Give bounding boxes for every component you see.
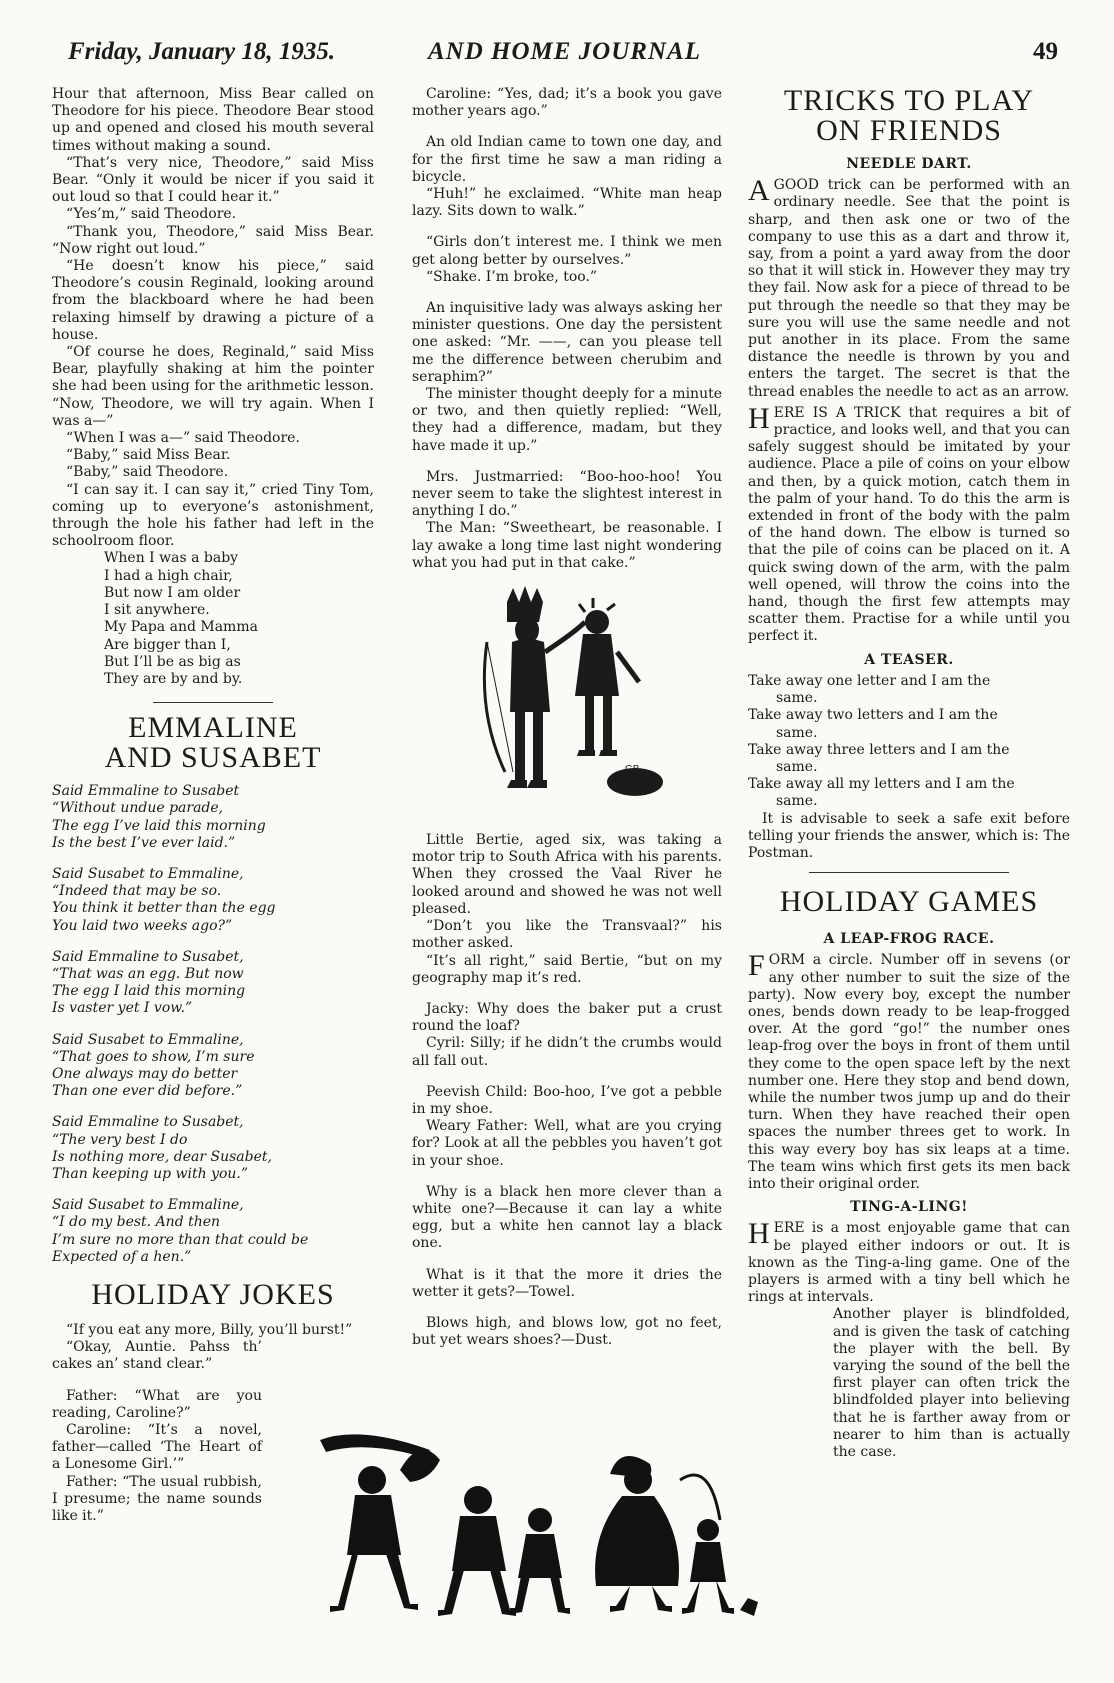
paragraph: Why is a black hen more clever than a white one?—Because it can lay a white egg, but a white hen cannot lay a black one.	[412, 1183, 722, 1252]
paragraph: “I can say it. I can say it,” cried Tiny Tom, coming up to everyone’s astonishment, through the hole his father had left in the schoolroom floor.	[52, 481, 374, 550]
paragraph: Jacky: Why does the baker put a crust round the loaf?	[412, 1000, 722, 1035]
divider	[153, 702, 273, 703]
poem-line: Than keeping up with you.”	[52, 1165, 249, 1182]
needle-dart-text: AGOOD trick can be performed with an ordinary needle. See that the point is sharp, and then ask one or two of the company to use this as a dart and throw it, say, from a point a yard away from the door so that it will stick in. However they may try they fail. Now ask for a piece of thread to be put through the needle so that they may be sure you will use the same needle and not put another in its place. From the same distance the needle is thrown by you and enters the target. The secret is that the thread enables the needle to act as an arrow.	[748, 174, 1070, 400]
tricks-heading: TRICKS TO PLAY ON FRIENDS	[783, 84, 1035, 147]
needle-dart-subheading: NEEDLE DART.	[846, 156, 972, 172]
leap-frog-subheading: A LEAP-FROG RACE.	[823, 931, 995, 948]
stanza	[52, 1114, 374, 1183]
paragraph: Peevish Child: Boo-hoo, I’ve got a pebble in my shoe.	[412, 1083, 722, 1117]
marching-band-illustration	[310, 1420, 760, 1640]
poem-line: “I do my best. And then	[52, 1214, 221, 1231]
paragraph: Hour that afternoon, Miss Bear called on Theodore for his piece. Theodore Bear stood up and opened and closed his mouth several times without making a sound.	[52, 86, 374, 154]
poem-line: Is nothing more, dear Susabet,	[52, 1148, 272, 1165]
column-1	[52, 86, 374, 1525]
paragraph: “Huh!” he exclaimed. “White man heap lazy. Sits down to walk.”	[412, 186, 722, 220]
ting-a-ling-subheading: TING-A-LING!	[850, 1199, 968, 1216]
paragraph: Blows high, and blows low, got no feet, but yet wears shoes?—Dust.	[412, 1314, 722, 1349]
poem-line: But I’ll be as big as	[104, 653, 241, 670]
paragraph: “Thank you, Theodore,” said Miss Bear. “Now right out loud.”	[52, 223, 374, 257]
coin-trick-text: HERE IS A TRICK that requires a bit of practice, and looks well, and that you can safely suggest should be imitated by your audience. Place a pile of coins on your elbow and then, by a quick motion, catch them in the palm of your hand. To do this the arm is extended in front of the body with the palm of the hand down. The elbow is turned so that the pile of coins can be placed on it. A quick swing down of the arm, with the palm well opened, will throw the coins into the hand, though the first few attempts may scatter them. Practise for a while until you perfect it.	[748, 401, 1070, 645]
paragraph: The Man: “Sweetheart, be reasonable. I lay awake a long time last night wondering what you had put in that cake.”	[412, 520, 722, 571]
paragraph: Caroline: “It’s a novel, father—called ‘The Heart of a Lonesome Girl.’”	[52, 1422, 262, 1473]
page-number: 49	[1033, 38, 1058, 65]
poem-line: Is vaster yet I vow.”	[52, 1000, 193, 1017]
poem-line: One always may do better	[52, 1065, 238, 1082]
poem-line: “That goes to show, I’m sure	[52, 1048, 255, 1065]
poem-line: My Papa and Mamma	[104, 619, 258, 636]
paragraph: “Baby,” said Theodore.	[66, 464, 229, 481]
paragraph: Mrs. Justmarried: “Boo-hoo-hoo! You never seem to take the slightest interest in anything I do.”	[412, 468, 722, 520]
column-3	[748, 86, 1070, 1461]
holiday-games-heading: HOLIDAY GAMES	[779, 885, 1039, 919]
paragraph: “When I was a—” said Theodore.	[66, 430, 300, 447]
poem-line: I sit anywhere.	[104, 602, 210, 619]
indian-and-child-illustration	[467, 582, 667, 822]
stanza	[52, 949, 374, 1018]
poem-line: Are bigger than I,	[104, 636, 231, 653]
emmaline-poem	[52, 783, 374, 1266]
paragraph: Little Bertie, aged six, was taking a motor trip to South Africa with his parents. When they crossed the Vaal River he looked around and showed he was not well pleased.	[412, 832, 722, 917]
leap-frog-text: FORM a circle. Number off in sevens (or any other number to suit the size of the party). Now every boy, except the number ones, bends down ready to be leap-frogged over. At the gord “go!” the number ones leap-frog over the boys in front of them until they come to the open space left by the next number one. Here they stop and bend down, while the number twos jump up and do their turn. When they have reached their open spaces the number threes get to work. In this way every boy has six leaps at a time. The team wins which first gets its men back into their original order.	[748, 949, 1070, 1192]
paragraph: Caroline: “Yes, dad; it’s a book you gave mother years ago.”	[412, 86, 722, 120]
poem-line: “Indeed that may be so.	[52, 883, 222, 900]
paragraph: “Of course he does, Reginald,” said Miss Bear, playfully shaking at him the pointer she had been using for the arithmetic lesson. “Now, Theodore, we will try again. When I was a—”	[52, 344, 374, 429]
paragraph: The minister thought deeply for a minute or two, and then quietly replied: “Well, they had a difference, madam, but they have made it up.”	[412, 386, 722, 454]
baby-poem	[104, 550, 374, 688]
teaser-subheading: A TEASER.	[864, 651, 954, 668]
poem-line: The egg I’ve laid this morning	[52, 817, 266, 834]
stanza	[52, 783, 374, 852]
holiday-jokes-heading: HOLIDAY JOKES	[91, 1277, 335, 1311]
drop-cap: H	[748, 1217, 770, 1251]
paragraph: Weary Father: Well, what are you crying for? Look at all the pebbles you haven’t got in your shoe.	[412, 1118, 722, 1169]
paragraph: Father: “The usual rubbish, I presume; the name sounds like it.”	[52, 1473, 262, 1525]
poem-line: They are by and by.	[104, 670, 243, 687]
poem-line: I’m sure no more than that could be	[52, 1231, 309, 1248]
paragraph: “If you eat any more, Billy, you’ll burst!”	[66, 1321, 353, 1338]
poem-line: When I was a baby	[104, 550, 239, 567]
column-2	[412, 86, 722, 1349]
paragraph: “Don’t you like the Transvaal?” his mother asked.	[412, 918, 722, 952]
poem-line: Said Emmaline to Susabet	[52, 783, 240, 800]
paragraph: “Yes’m,” said Theodore.	[66, 206, 237, 223]
poem-line: Than one ever did before.”	[52, 1083, 243, 1100]
paragraph: “That’s very nice, Theodore,” said Miss Bear. “Only it would be nicer if you said it out loud so that I could hear it.”	[52, 154, 374, 206]
emmaline-heading: EMMALINE AND SUSABET	[104, 711, 322, 775]
poem-line: “Without undue parade,	[52, 800, 224, 817]
drop-cap: F	[748, 949, 765, 983]
publication-title: AND HOME JOURNAL	[428, 38, 701, 65]
paragraph: An old Indian came to town one day, and for the first time he saw a man riding a bicycle.	[412, 134, 722, 185]
poem-line: “That was an egg. But now	[52, 965, 244, 982]
paragraph: “Girls don’t interest me. I think we men get along better by ourselves.”	[412, 234, 722, 268]
story-theodore	[52, 86, 374, 550]
ting-a-ling-text: HERE is a most enjoyable game that can be played either indoors or out. It is known as the Ting-a-ling game. One of the players is armed with a tiny bell which he rings at intervals.	[748, 1217, 1070, 1306]
poem-line: Is the best I’ve ever laid.”	[52, 834, 236, 851]
poem-line: Said Emmaline to Susabet,	[52, 1114, 244, 1131]
paragraph: Cyril: Silly; if he didn’t the crumbs would all fall out.	[412, 1035, 722, 1069]
paragraph: “Okay, Auntie. Pahss th’ cakes an’ stand clear.”	[52, 1339, 262, 1373]
issue-date: Friday, January 18, 1935.	[68, 38, 336, 65]
paragraph: “Baby,” said Miss Bear.	[66, 447, 231, 464]
ting-a-ling-text-2: Another player is blindfolded, and is given the task of catching the player with the bell. By varying the sound of the bell the first player can often trick the blindfolded player into believing that he is farther away from or nearer to him than is actually the case.	[833, 1306, 1070, 1461]
paragraph: An inquisitive lady was always asking her minister questions. One day the persistent one asked: “Mr. ——, can you please tell me the difference between cherubim and seraphim?”	[412, 300, 722, 385]
paragraph: Father: “What are you reading, Caroline?”	[52, 1387, 262, 1421]
drop-cap: H	[748, 401, 770, 435]
illustrator-signature: GB	[625, 764, 640, 776]
stanza	[52, 866, 374, 935]
poem-line: I had a high chair,	[104, 567, 233, 584]
poem-line: You laid two weeks ago?”	[52, 917, 233, 934]
poem-line: “The very best I do	[52, 1131, 188, 1148]
divider	[809, 872, 1009, 873]
stanza	[52, 1032, 374, 1101]
paragraph: “He doesn’t know his piece,” said Theodore’s cousin Reginald, looking around from the blackboard where he had been relaxing himself by drawing a picture of a house.	[52, 258, 374, 343]
poem-line: Expected of a hen.”	[52, 1248, 192, 1265]
paragraph: “Shake. I’m broke, too.”	[426, 268, 598, 285]
poem-line: You think it better than the egg	[52, 900, 276, 917]
paragraph: “It’s all right,” said Bertie, “but on my geography map it’s red.	[412, 952, 722, 986]
poem-line: Said Susabet to Emmaline,	[52, 1197, 244, 1214]
poem-line: Said Emmaline to Susabet,	[52, 948, 244, 965]
stanza	[52, 1197, 374, 1266]
teaser-lines: Take away one letter and I am the same. Take away two letters and I am the same. Take away three letters and I am the same. Take away all my letters and I am the same.	[748, 672, 1015, 810]
page-header	[68, 38, 1058, 74]
teaser-answer: It is advisable to seek a safe exit before telling your friends the answer, which is: The Postman.	[748, 810, 1070, 861]
poem-line: Said Susabet to Emmaline,	[52, 1031, 244, 1048]
poem-line: Said Susabet to Emmaline,	[52, 865, 244, 882]
poem-line: The egg I laid this morning	[52, 983, 246, 1000]
drop-cap: A	[748, 174, 770, 208]
paragraph: What is it that the more it dries the wetter it gets?—Towel.	[412, 1266, 722, 1300]
poem-line: But now I am older	[104, 584, 241, 601]
